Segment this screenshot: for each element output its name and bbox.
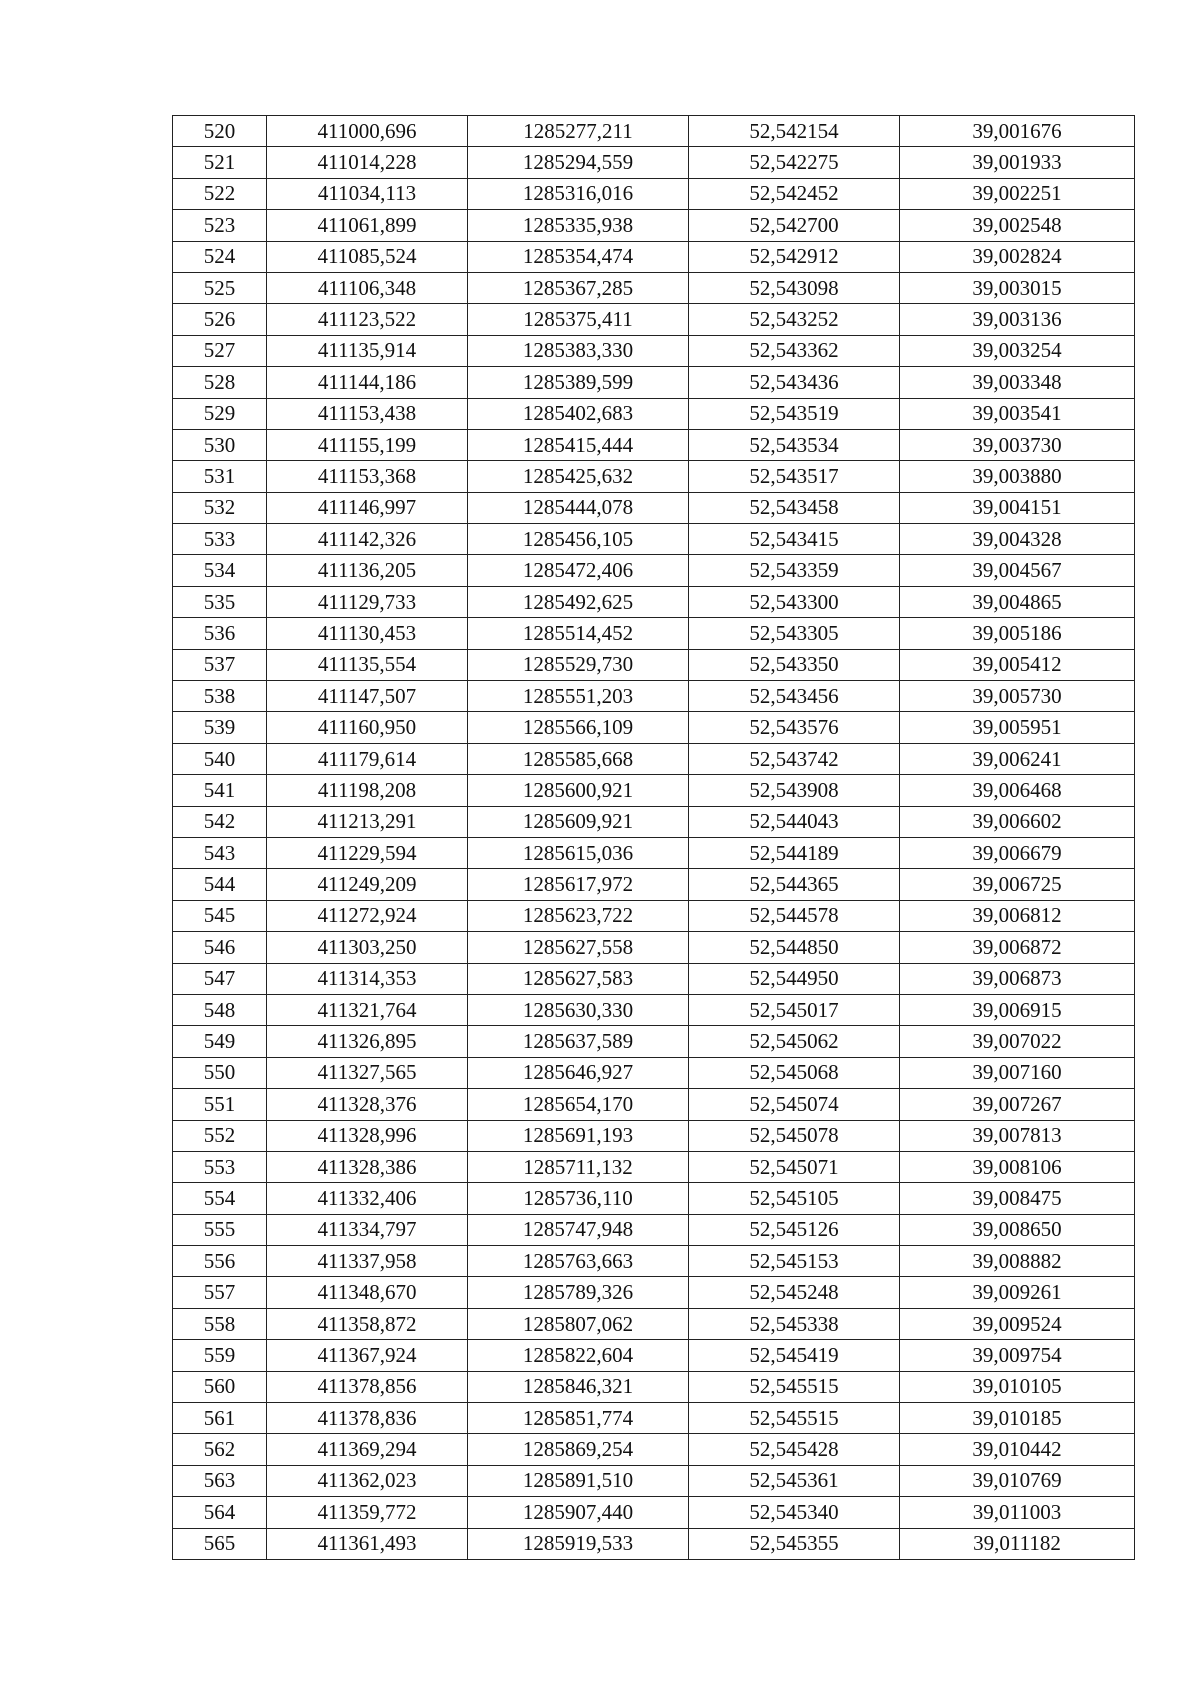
- latitude-cell: 52,543908: [689, 775, 900, 806]
- latitude-cell: 52,543098: [689, 272, 900, 303]
- table-row: [173, 994, 1135, 1025]
- coordinates-table-body: [173, 116, 1135, 1560]
- point-number-cell: 541: [173, 775, 267, 806]
- point-number-cell: 564: [173, 1497, 267, 1528]
- x-coordinate-cell: 411034,113: [267, 178, 468, 209]
- y-coordinate-cell: 1285630,330: [468, 994, 689, 1025]
- longitude-cell: 39,005412: [900, 649, 1135, 680]
- longitude-cell: 39,008475: [900, 1183, 1135, 1214]
- x-coordinate-cell: 411358,872: [267, 1308, 468, 1339]
- longitude-cell: 39,006873: [900, 963, 1135, 994]
- y-coordinate-cell: 1285566,109: [468, 712, 689, 743]
- point-number-cell: 554: [173, 1183, 267, 1214]
- longitude-cell: 39,006679: [900, 837, 1135, 868]
- latitude-cell: 52,543300: [689, 586, 900, 617]
- latitude-cell: 52,543534: [689, 429, 900, 460]
- y-coordinate-cell: 1285415,444: [468, 429, 689, 460]
- x-coordinate-cell: 411229,594: [267, 837, 468, 868]
- point-number-cell: 544: [173, 869, 267, 900]
- table-row: [173, 1214, 1135, 1245]
- x-coordinate-cell: 411362,023: [267, 1465, 468, 1496]
- table-row: [173, 1183, 1135, 1214]
- x-coordinate-cell: 411123,522: [267, 304, 468, 335]
- latitude-cell: 52,545361: [689, 1465, 900, 1496]
- x-coordinate-cell: 411327,565: [267, 1057, 468, 1088]
- point-number-cell: 562: [173, 1434, 267, 1465]
- y-coordinate-cell: 1285763,663: [468, 1246, 689, 1277]
- latitude-cell: 52,545074: [689, 1089, 900, 1120]
- x-coordinate-cell: 411155,199: [267, 429, 468, 460]
- y-coordinate-cell: 1285691,193: [468, 1120, 689, 1151]
- latitude-cell: 52,542700: [689, 210, 900, 241]
- y-coordinate-cell: 1285919,533: [468, 1528, 689, 1559]
- latitude-cell: 52,545340: [689, 1497, 900, 1528]
- y-coordinate-cell: 1285711,132: [468, 1151, 689, 1182]
- longitude-cell: 39,010105: [900, 1371, 1135, 1402]
- table-row: [173, 869, 1135, 900]
- x-coordinate-cell: 411160,950: [267, 712, 468, 743]
- x-coordinate-cell: 411213,291: [267, 806, 468, 837]
- table-row: [173, 1120, 1135, 1151]
- longitude-cell: 39,007267: [900, 1089, 1135, 1120]
- y-coordinate-cell: 1285277,211: [468, 116, 689, 147]
- point-number-cell: 553: [173, 1151, 267, 1182]
- table-row: [173, 1497, 1135, 1528]
- longitude-cell: 39,008882: [900, 1246, 1135, 1277]
- table-row: [173, 492, 1135, 523]
- table-row: [173, 1434, 1135, 1465]
- table-row: [173, 1465, 1135, 1496]
- point-number-cell: 559: [173, 1340, 267, 1371]
- longitude-cell: 39,003348: [900, 367, 1135, 398]
- x-coordinate-cell: 411303,250: [267, 932, 468, 963]
- y-coordinate-cell: 1285646,927: [468, 1057, 689, 1088]
- table-row: [173, 304, 1135, 335]
- x-coordinate-cell: 411085,524: [267, 241, 468, 272]
- latitude-cell: 52,545515: [689, 1403, 900, 1434]
- latitude-cell: 52,543436: [689, 367, 900, 398]
- y-coordinate-cell: 1285294,559: [468, 147, 689, 178]
- y-coordinate-cell: 1285425,632: [468, 461, 689, 492]
- latitude-cell: 52,543517: [689, 461, 900, 492]
- y-coordinate-cell: 1285907,440: [468, 1497, 689, 1528]
- point-number-cell: 561: [173, 1403, 267, 1434]
- point-number-cell: 548: [173, 994, 267, 1025]
- longitude-cell: 39,009524: [900, 1308, 1135, 1339]
- y-coordinate-cell: 1285891,510: [468, 1465, 689, 1496]
- latitude-cell: 52,545017: [689, 994, 900, 1025]
- latitude-cell: 52,542275: [689, 147, 900, 178]
- x-coordinate-cell: 411144,186: [267, 367, 468, 398]
- table-row: [173, 429, 1135, 460]
- table-row: [173, 1308, 1135, 1339]
- latitude-cell: 52,545355: [689, 1528, 900, 1559]
- longitude-cell: 39,005730: [900, 681, 1135, 712]
- table-row: [173, 178, 1135, 209]
- table-row: [173, 712, 1135, 743]
- point-number-cell: 520: [173, 116, 267, 147]
- longitude-cell: 39,003254: [900, 335, 1135, 366]
- point-number-cell: 557: [173, 1277, 267, 1308]
- longitude-cell: 39,003136: [900, 304, 1135, 335]
- x-coordinate-cell: 411321,764: [267, 994, 468, 1025]
- table-row: [173, 1026, 1135, 1057]
- y-coordinate-cell: 1285627,558: [468, 932, 689, 963]
- table-row: [173, 1277, 1135, 1308]
- x-coordinate-cell: 411135,914: [267, 335, 468, 366]
- y-coordinate-cell: 1285851,774: [468, 1403, 689, 1434]
- latitude-cell: 52,543305: [689, 618, 900, 649]
- x-coordinate-cell: 411272,924: [267, 900, 468, 931]
- x-coordinate-cell: 411337,958: [267, 1246, 468, 1277]
- y-coordinate-cell: 1285354,474: [468, 241, 689, 272]
- point-number-cell: 530: [173, 429, 267, 460]
- latitude-cell: 52,545153: [689, 1246, 900, 1277]
- latitude-cell: 52,543742: [689, 743, 900, 774]
- y-coordinate-cell: 1285375,411: [468, 304, 689, 335]
- x-coordinate-cell: 411142,326: [267, 524, 468, 555]
- latitude-cell: 52,544043: [689, 806, 900, 837]
- table-row: [173, 963, 1135, 994]
- longitude-cell: 39,002548: [900, 210, 1135, 241]
- point-number-cell: 565: [173, 1528, 267, 1559]
- latitude-cell: 52,543576: [689, 712, 900, 743]
- y-coordinate-cell: 1285585,668: [468, 743, 689, 774]
- latitude-cell: 52,545126: [689, 1214, 900, 1245]
- point-number-cell: 555: [173, 1214, 267, 1245]
- x-coordinate-cell: 411147,507: [267, 681, 468, 712]
- table-row: [173, 743, 1135, 774]
- table-row: [173, 367, 1135, 398]
- longitude-cell: 39,001676: [900, 116, 1135, 147]
- table-row: [173, 1371, 1135, 1402]
- table-row: [173, 398, 1135, 429]
- point-number-cell: 535: [173, 586, 267, 617]
- point-number-cell: 549: [173, 1026, 267, 1057]
- point-number-cell: 563: [173, 1465, 267, 1496]
- x-coordinate-cell: 411153,438: [267, 398, 468, 429]
- longitude-cell: 39,003730: [900, 429, 1135, 460]
- longitude-cell: 39,001933: [900, 147, 1135, 178]
- point-number-cell: 534: [173, 555, 267, 586]
- latitude-cell: 52,542154: [689, 116, 900, 147]
- x-coordinate-cell: 411328,376: [267, 1089, 468, 1120]
- point-number-cell: 537: [173, 649, 267, 680]
- y-coordinate-cell: 1285514,452: [468, 618, 689, 649]
- point-number-cell: 521: [173, 147, 267, 178]
- point-number-cell: 556: [173, 1246, 267, 1277]
- latitude-cell: 52,545515: [689, 1371, 900, 1402]
- x-coordinate-cell: 411146,997: [267, 492, 468, 523]
- y-coordinate-cell: 1285846,321: [468, 1371, 689, 1402]
- y-coordinate-cell: 1285383,330: [468, 335, 689, 366]
- table-row: [173, 1246, 1135, 1277]
- x-coordinate-cell: 411153,368: [267, 461, 468, 492]
- latitude-cell: 52,544950: [689, 963, 900, 994]
- longitude-cell: 39,009261: [900, 1277, 1135, 1308]
- x-coordinate-cell: 411314,353: [267, 963, 468, 994]
- table-row: [173, 555, 1135, 586]
- table-row: [173, 210, 1135, 241]
- x-coordinate-cell: 411061,899: [267, 210, 468, 241]
- point-number-cell: 528: [173, 367, 267, 398]
- point-number-cell: 538: [173, 681, 267, 712]
- point-number-cell: 523: [173, 210, 267, 241]
- x-coordinate-cell: 411198,208: [267, 775, 468, 806]
- x-coordinate-cell: 411135,554: [267, 649, 468, 680]
- y-coordinate-cell: 1285609,921: [468, 806, 689, 837]
- latitude-cell: 52,544189: [689, 837, 900, 868]
- x-coordinate-cell: 411334,797: [267, 1214, 468, 1245]
- longitude-cell: 39,011182: [900, 1528, 1135, 1559]
- table-row: [173, 1528, 1135, 1559]
- point-number-cell: 552: [173, 1120, 267, 1151]
- longitude-cell: 39,009754: [900, 1340, 1135, 1371]
- longitude-cell: 39,006602: [900, 806, 1135, 837]
- y-coordinate-cell: 1285444,078: [468, 492, 689, 523]
- longitude-cell: 39,002824: [900, 241, 1135, 272]
- y-coordinate-cell: 1285807,062: [468, 1308, 689, 1339]
- table-row: [173, 272, 1135, 303]
- latitude-cell: 52,542452: [689, 178, 900, 209]
- point-number-cell: 533: [173, 524, 267, 555]
- latitude-cell: 52,544578: [689, 900, 900, 931]
- y-coordinate-cell: 1285472,406: [468, 555, 689, 586]
- table-row: [173, 837, 1135, 868]
- x-coordinate-cell: 411249,209: [267, 869, 468, 900]
- latitude-cell: 52,545068: [689, 1057, 900, 1088]
- y-coordinate-cell: 1285367,285: [468, 272, 689, 303]
- longitude-cell: 39,006241: [900, 743, 1135, 774]
- table-row: [173, 1403, 1135, 1434]
- table-row: [173, 900, 1135, 931]
- table-row: [173, 1151, 1135, 1182]
- x-coordinate-cell: 411367,924: [267, 1340, 468, 1371]
- latitude-cell: 52,545062: [689, 1026, 900, 1057]
- latitude-cell: 52,543456: [689, 681, 900, 712]
- longitude-cell: 39,004865: [900, 586, 1135, 617]
- point-number-cell: 536: [173, 618, 267, 649]
- point-number-cell: 522: [173, 178, 267, 209]
- latitude-cell: 52,543415: [689, 524, 900, 555]
- latitude-cell: 52,543458: [689, 492, 900, 523]
- y-coordinate-cell: 1285747,948: [468, 1214, 689, 1245]
- table-row: [173, 586, 1135, 617]
- table-row: [173, 681, 1135, 712]
- y-coordinate-cell: 1285402,683: [468, 398, 689, 429]
- longitude-cell: 39,006468: [900, 775, 1135, 806]
- x-coordinate-cell: 411326,895: [267, 1026, 468, 1057]
- longitude-cell: 39,010442: [900, 1434, 1135, 1465]
- longitude-cell: 39,005186: [900, 618, 1135, 649]
- y-coordinate-cell: 1285335,938: [468, 210, 689, 241]
- longitude-cell: 39,007160: [900, 1057, 1135, 1088]
- x-coordinate-cell: 411328,386: [267, 1151, 468, 1182]
- y-coordinate-cell: 1285627,583: [468, 963, 689, 994]
- y-coordinate-cell: 1285654,170: [468, 1089, 689, 1120]
- longitude-cell: 39,006725: [900, 869, 1135, 900]
- longitude-cell: 39,008650: [900, 1214, 1135, 1245]
- table-row: [173, 806, 1135, 837]
- y-coordinate-cell: 1285492,625: [468, 586, 689, 617]
- longitude-cell: 39,010769: [900, 1465, 1135, 1496]
- x-coordinate-cell: 411361,493: [267, 1528, 468, 1559]
- longitude-cell: 39,004567: [900, 555, 1135, 586]
- x-coordinate-cell: 411378,856: [267, 1371, 468, 1402]
- y-coordinate-cell: 1285615,036: [468, 837, 689, 868]
- longitude-cell: 39,003541: [900, 398, 1135, 429]
- x-coordinate-cell: 411179,614: [267, 743, 468, 774]
- longitude-cell: 39,007022: [900, 1026, 1135, 1057]
- point-number-cell: 542: [173, 806, 267, 837]
- y-coordinate-cell: 1285617,972: [468, 869, 689, 900]
- y-coordinate-cell: 1285736,110: [468, 1183, 689, 1214]
- table-row: [173, 461, 1135, 492]
- point-number-cell: 543: [173, 837, 267, 868]
- y-coordinate-cell: 1285389,599: [468, 367, 689, 398]
- latitude-cell: 52,543519: [689, 398, 900, 429]
- longitude-cell: 39,007813: [900, 1120, 1135, 1151]
- point-number-cell: 529: [173, 398, 267, 429]
- latitude-cell: 52,543252: [689, 304, 900, 335]
- x-coordinate-cell: 411014,228: [267, 147, 468, 178]
- y-coordinate-cell: 1285529,730: [468, 649, 689, 680]
- latitude-cell: 52,544850: [689, 932, 900, 963]
- longitude-cell: 39,006915: [900, 994, 1135, 1025]
- table-row: [173, 775, 1135, 806]
- y-coordinate-cell: 1285637,589: [468, 1026, 689, 1057]
- point-number-cell: 545: [173, 900, 267, 931]
- x-coordinate-cell: 411378,836: [267, 1403, 468, 1434]
- point-number-cell: 525: [173, 272, 267, 303]
- x-coordinate-cell: 411136,205: [267, 555, 468, 586]
- y-coordinate-cell: 1285869,254: [468, 1434, 689, 1465]
- longitude-cell: 39,002251: [900, 178, 1135, 209]
- point-number-cell: 546: [173, 932, 267, 963]
- longitude-cell: 39,003015: [900, 272, 1135, 303]
- x-coordinate-cell: 411328,996: [267, 1120, 468, 1151]
- longitude-cell: 39,004151: [900, 492, 1135, 523]
- latitude-cell: 52,545078: [689, 1120, 900, 1151]
- latitude-cell: 52,543350: [689, 649, 900, 680]
- y-coordinate-cell: 1285789,326: [468, 1277, 689, 1308]
- x-coordinate-cell: 411000,696: [267, 116, 468, 147]
- latitude-cell: 52,545248: [689, 1277, 900, 1308]
- y-coordinate-cell: 1285600,921: [468, 775, 689, 806]
- x-coordinate-cell: 411130,453: [267, 618, 468, 649]
- point-number-cell: 540: [173, 743, 267, 774]
- point-number-cell: 560: [173, 1371, 267, 1402]
- x-coordinate-cell: 411359,772: [267, 1497, 468, 1528]
- point-number-cell: 526: [173, 304, 267, 335]
- table-row: [173, 1340, 1135, 1371]
- table-row: [173, 1089, 1135, 1120]
- point-number-cell: 527: [173, 335, 267, 366]
- longitude-cell: 39,005951: [900, 712, 1135, 743]
- table-row: [173, 335, 1135, 366]
- longitude-cell: 39,010185: [900, 1403, 1135, 1434]
- point-number-cell: 531: [173, 461, 267, 492]
- table-row: [173, 1057, 1135, 1088]
- point-number-cell: 532: [173, 492, 267, 523]
- latitude-cell: 52,543362: [689, 335, 900, 366]
- longitude-cell: 39,006812: [900, 900, 1135, 931]
- point-number-cell: 539: [173, 712, 267, 743]
- coordinates-table: [172, 115, 1135, 1560]
- latitude-cell: 52,543359: [689, 555, 900, 586]
- table-row: [173, 618, 1135, 649]
- latitude-cell: 52,545419: [689, 1340, 900, 1371]
- x-coordinate-cell: 411129,733: [267, 586, 468, 617]
- point-number-cell: 551: [173, 1089, 267, 1120]
- table-row: [173, 524, 1135, 555]
- y-coordinate-cell: 1285623,722: [468, 900, 689, 931]
- latitude-cell: 52,545105: [689, 1183, 900, 1214]
- point-number-cell: 550: [173, 1057, 267, 1088]
- longitude-cell: 39,003880: [900, 461, 1135, 492]
- latitude-cell: 52,545338: [689, 1308, 900, 1339]
- x-coordinate-cell: 411106,348: [267, 272, 468, 303]
- point-number-cell: 524: [173, 241, 267, 272]
- y-coordinate-cell: 1285551,203: [468, 681, 689, 712]
- point-number-cell: 558: [173, 1308, 267, 1339]
- x-coordinate-cell: 411332,406: [267, 1183, 468, 1214]
- longitude-cell: 39,004328: [900, 524, 1135, 555]
- table-row: [173, 116, 1135, 147]
- table-row: [173, 241, 1135, 272]
- longitude-cell: 39,006872: [900, 932, 1135, 963]
- longitude-cell: 39,011003: [900, 1497, 1135, 1528]
- latitude-cell: 52,545428: [689, 1434, 900, 1465]
- y-coordinate-cell: 1285316,016: [468, 178, 689, 209]
- y-coordinate-cell: 1285822,604: [468, 1340, 689, 1371]
- latitude-cell: 52,545071: [689, 1151, 900, 1182]
- point-number-cell: 547: [173, 963, 267, 994]
- latitude-cell: 52,542912: [689, 241, 900, 272]
- longitude-cell: 39,008106: [900, 1151, 1135, 1182]
- y-coordinate-cell: 1285456,105: [468, 524, 689, 555]
- x-coordinate-cell: 411348,670: [267, 1277, 468, 1308]
- latitude-cell: 52,544365: [689, 869, 900, 900]
- table-row: [173, 147, 1135, 178]
- table-row: [173, 649, 1135, 680]
- x-coordinate-cell: 411369,294: [267, 1434, 468, 1465]
- table-row: [173, 932, 1135, 963]
